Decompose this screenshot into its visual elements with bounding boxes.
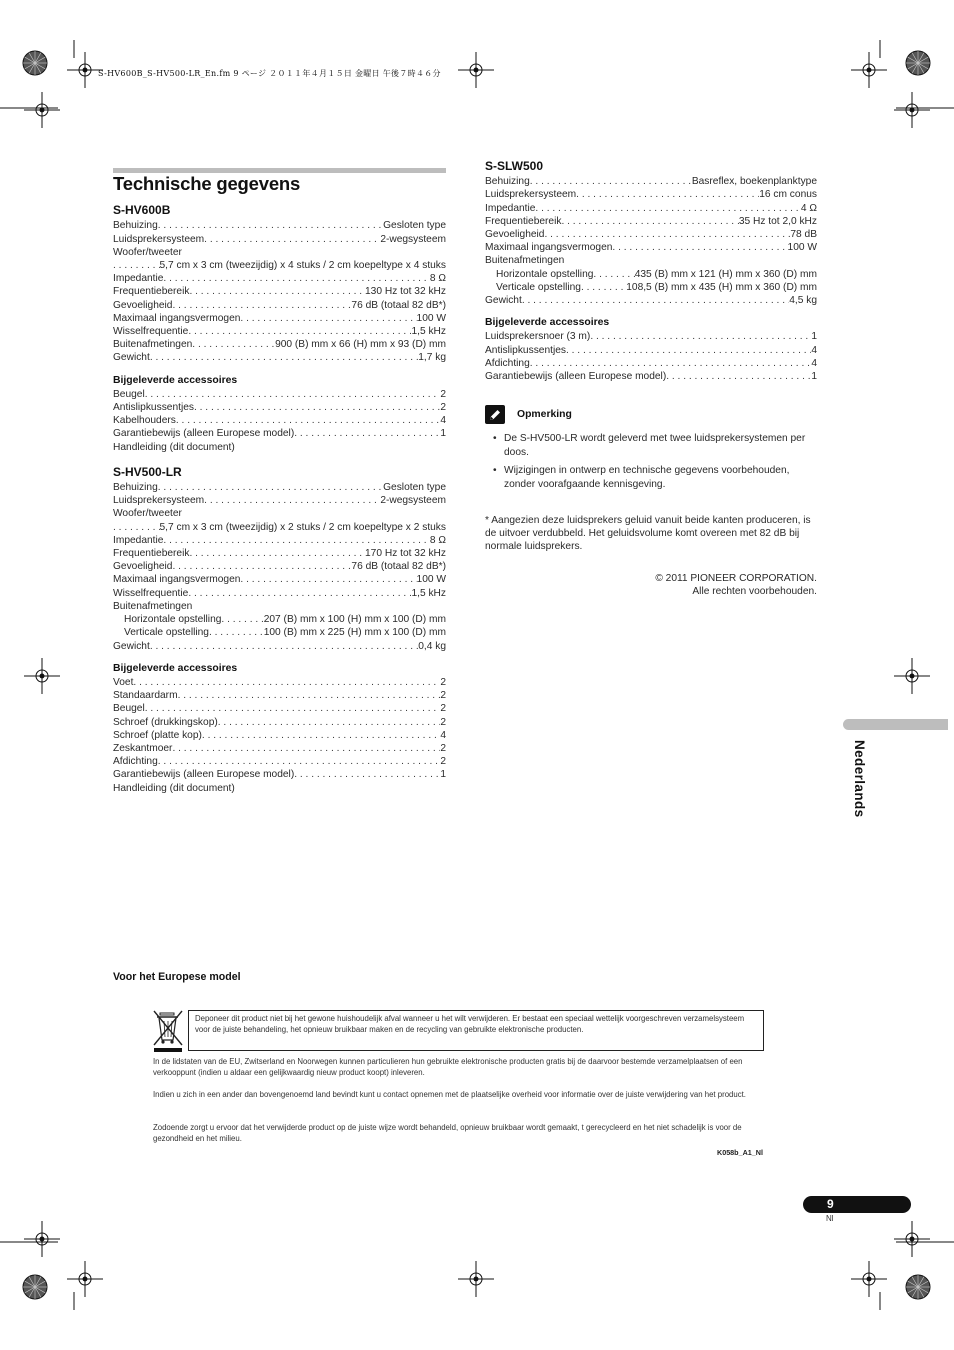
spec-value: 1: [811, 371, 817, 383]
document-code: K058b_A1_Nl: [717, 1148, 763, 1157]
spec-value: 2: [440, 388, 446, 400]
spec-row: [485, 344, 817, 357]
spec-label: Woofer/tweeter: [113, 508, 182, 520]
spec-row: [113, 676, 446, 689]
spec-value: 4: [440, 415, 446, 427]
spec-value: 2: [440, 742, 446, 754]
dot-leader: [593, 268, 634, 281]
spec-row: [113, 587, 446, 600]
language-label-text: Nederlands: [852, 740, 867, 818]
spec-row: [485, 330, 817, 343]
dot-leader: [163, 534, 429, 547]
spec-key: Zeskantmoer: [113, 742, 173, 754]
spec-section-s-hv600b: [113, 204, 446, 454]
spec-value: 5,7 cm x 3 cm (tweezijdig) x 2 stuks / 2 cm koepeltype x 2 stuks: [159, 521, 446, 533]
spec-key: Impedantie: [485, 202, 536, 214]
spec-value: 900 (B) mm x 66 (H) mm x 93 (D) mm: [275, 339, 446, 351]
spec-value: 207 (B) mm x 100 (H) mm x 100 (D) mm: [263, 614, 446, 626]
footnote: * Aangezien deze luidsprekers geluid vanuit beide kanten produceren, is de uitvoer verdubbeld. Het geluidsvolume komt overeen met 82 dB bij normale luidsprekers.: [485, 514, 811, 553]
spec-value: 435 (B) mm x 121 (H) mm x 360 (D) mm: [634, 268, 817, 280]
spec-value: 76 dB (totaal 82 dB*): [351, 299, 446, 311]
spec-key: Antislipkussentjes: [485, 344, 566, 356]
dot-leader: [204, 233, 380, 246]
accessories-list: [113, 676, 446, 795]
dot-leader: [544, 228, 790, 241]
dot-leader: [113, 259, 160, 272]
section-heading: S-HV600B: [113, 203, 171, 218]
dot-leader: [189, 285, 365, 298]
dot-leader: [204, 494, 380, 507]
spec-row: [113, 613, 446, 626]
spec-value: 100 W: [416, 312, 446, 324]
language-tab-bar: [843, 719, 948, 730]
spec-value: 130 Hz tot 32 kHz: [365, 286, 446, 298]
dot-leader: [218, 716, 441, 729]
spec-value: 170 Hz tot 32 kHz: [365, 548, 446, 560]
spec-key: Gevoeligheid: [113, 299, 173, 311]
spec-row: [113, 351, 446, 364]
spec-value: 100 W: [787, 242, 817, 254]
spec-row: [485, 188, 817, 201]
spec-key: Behuizing: [485, 176, 530, 188]
spec-row: [113, 626, 446, 639]
spec-row: [485, 215, 817, 228]
dot-leader: [530, 175, 692, 188]
spec-key: Horizontale opstelling: [124, 614, 222, 626]
spec-row: [113, 427, 446, 440]
dot-leader: [189, 547, 365, 560]
spec-key: Schroef (drukkingskop): [113, 716, 218, 728]
spec-key: Voet: [113, 676, 134, 688]
spec-row: [113, 494, 446, 507]
spec-key: Kabelhouders: [113, 415, 176, 427]
spec-key: Verticale opstelling: [496, 281, 581, 293]
page-title: Technische gegevens: [113, 173, 301, 194]
note-title: Opmerking: [517, 409, 572, 421]
spec-row: [485, 268, 817, 281]
dot-leader: [158, 219, 383, 232]
spec-row: [485, 228, 817, 241]
copyright-line: Alle rechten voorbehouden.: [692, 586, 817, 598]
spec-key: Maximaal ingangsvermogen: [113, 312, 241, 324]
page-language: Nl: [826, 1214, 834, 1223]
page-number: 9: [827, 1197, 834, 1211]
note-item: • De S-HV500-LR wordt geleverd met twee luidsprekersystemen per doos.: [495, 432, 817, 459]
dot-leader: [194, 401, 440, 414]
spec-value: 4,5 kg: [789, 295, 817, 307]
left-column: [113, 168, 446, 807]
dot-leader: [566, 344, 811, 357]
dot-leader: [294, 427, 440, 440]
spec-value: Basreflex, boekenplanktype: [691, 176, 817, 188]
dot-leader: [163, 272, 429, 285]
spec-row: [485, 294, 817, 307]
spec-key: Frequentiebereik: [113, 548, 190, 560]
eu-heading: Voor het Europese model: [113, 971, 241, 983]
spec-key: Luidsprekersysteem: [485, 189, 577, 201]
spec-section-s-slw500: [485, 160, 817, 383]
spec-key: Luidsprekersysteem: [113, 233, 205, 245]
spec-row: [113, 312, 446, 325]
spec-value: 5,7 cm x 3 cm (tweezijdig) x 4 stuks / 2 cm koepeltype x 4 stuks: [159, 260, 446, 272]
spec-value: 4: [440, 729, 446, 741]
dot-leader: [240, 312, 416, 325]
spec-row: [113, 534, 446, 547]
spec-row: [113, 338, 446, 351]
spec-row: [113, 716, 446, 729]
spec-value: 1,7 kg: [418, 352, 446, 364]
spec-row: [113, 414, 446, 427]
spec-key: Wisselfrequentie: [113, 326, 189, 338]
spec-key: Luidsprekersysteem: [113, 495, 205, 507]
spec-key: Gewicht: [485, 295, 522, 307]
spec-row: [113, 481, 446, 494]
spec-row: [113, 755, 446, 768]
spec-key: Gevoeligheid: [113, 561, 173, 573]
spec-row: [113, 521, 446, 534]
spec-row: [113, 233, 446, 246]
spec-value: 35 Hz tot 2,0 kHz: [738, 215, 817, 227]
spec-value: 2: [440, 690, 446, 702]
dot-leader: [188, 587, 411, 600]
spec-key: Maximaal ingangsvermogen: [485, 242, 613, 254]
spec-value: 0,4 kg: [418, 640, 446, 652]
spec-value: 1,5 kHz: [411, 587, 446, 599]
spec-key: Impedantie: [113, 534, 164, 546]
section-heading: S-SLW500: [485, 159, 544, 173]
dot-leader: [294, 768, 440, 781]
spec-row: [113, 742, 446, 755]
dot-leader: [176, 414, 440, 427]
spec-row: [113, 768, 446, 781]
spec-value: 8 Ω: [429, 273, 446, 285]
spec-value: 4: [811, 344, 817, 356]
eu-paragraph: Zodoende zorgt u ervoor dat het verwijderde product op de juiste wijze wordt behandeld, opnieuw bruikbaar wordt gemaakt, t gerecycleerd en het niet schadelijk is voor de gezondheid en het milieu.: [153, 1123, 742, 1143]
spec-key: Garantiebewijs (alleen Europese model): [113, 769, 295, 781]
dot-leader: [590, 330, 811, 343]
spec-key: Behuizing: [113, 220, 158, 232]
spec-row: [113, 640, 446, 653]
spec-key: Beugel: [113, 703, 145, 715]
spec-row: [485, 241, 817, 254]
dot-leader: [145, 702, 441, 715]
dot-leader: [192, 338, 275, 351]
dot-leader: [133, 676, 440, 689]
spec-row: [113, 272, 446, 285]
spec-label: Buitenafmetingen: [485, 255, 565, 267]
spec-key: Frequentiebereik: [113, 286, 190, 298]
spec-key: Schroef (platte kop): [113, 729, 202, 741]
dot-leader: [158, 481, 383, 494]
section-heading: S-HV500-LR: [113, 464, 182, 479]
spec-key: Impedantie: [113, 273, 164, 285]
spec-row: [113, 401, 446, 414]
spec-row: [113, 573, 446, 586]
accessories-list: [113, 388, 446, 454]
spec-value: 1: [440, 428, 446, 440]
spec-row: [113, 219, 446, 232]
dot-leader: [178, 689, 441, 702]
dot-leader: [150, 640, 418, 653]
dot-leader: [150, 351, 418, 364]
dot-leader: [581, 281, 626, 294]
spec-value: 78 dB: [790, 229, 817, 241]
dot-leader: [666, 370, 811, 383]
dot-leader: [113, 521, 160, 534]
spec-value: 1,5 kHz: [411, 326, 446, 338]
spec-key: Afdichting: [113, 756, 158, 768]
dot-leader: [522, 294, 789, 307]
spec-key: Antislipkussentjes: [113, 402, 194, 414]
spec-value: 1: [440, 769, 446, 781]
spec-value: 1: [811, 331, 817, 343]
spec-key: Gewicht: [113, 640, 150, 652]
dot-leader: [209, 626, 264, 639]
note-header: [485, 405, 817, 424]
spec-key: Afdichting: [485, 357, 530, 369]
spec-section-s-hv500-lr: [113, 466, 446, 795]
spec-value: 2: [440, 703, 446, 715]
spec-value: 16 cm conus: [759, 189, 817, 201]
spec-row: [113, 325, 446, 338]
note-item: • Wijzigingen in ontwerp en technische gegevens voorbehouden, zonder voorafgaande kennisgeving.: [495, 464, 817, 491]
spec-row: [485, 202, 817, 215]
spec-value: Gesloten type: [383, 482, 446, 494]
spec-label: Buitenafmetingen: [113, 600, 193, 612]
spec-row: [113, 729, 446, 742]
spec-value: Gesloten type: [383, 220, 446, 232]
language-tab-label: [842, 740, 868, 830]
spec-value: 2-wegsysteem: [380, 495, 446, 507]
dot-leader: [145, 388, 441, 401]
copyright: [485, 572, 817, 599]
dot-leader: [240, 573, 416, 586]
dot-leader: [612, 241, 787, 254]
spec-row: [113, 560, 446, 573]
spec-key: Gewicht: [113, 352, 150, 364]
pencil-note-icon: [485, 405, 505, 424]
crossed-bin-icon: [152, 1009, 184, 1053]
spec-key: Garantiebewijs (alleen Europese model): [485, 371, 667, 383]
spec-list: [113, 219, 446, 364]
spec-key: Luidsprekersnoer (3 m): [485, 331, 591, 343]
spec-row: [113, 299, 446, 312]
accessories-heading: Bijgeleverde accessoires: [113, 662, 238, 674]
dot-leader: [561, 215, 738, 228]
spec-key: Gevoeligheid: [485, 229, 545, 241]
spec-key: Buitenafmetingen: [113, 339, 193, 351]
spec-key: Frequentiebereik: [485, 215, 562, 227]
spec-row: [113, 689, 446, 702]
dot-leader: [576, 188, 759, 201]
copyright-line: © 2011 PIONEER CORPORATION.: [655, 572, 817, 584]
spec-value: 100 W: [416, 574, 446, 586]
spec-list: [113, 481, 446, 653]
spec-list: [485, 175, 817, 307]
accessories-list: [485, 330, 817, 383]
print-header: S-HV600B_S-HV500-LR_En.fm 9 ページ ２０１１年４月１５日 金曜日 午後７時４６分: [98, 69, 441, 78]
spec-value: 2: [440, 676, 446, 688]
spec-row: [113, 285, 446, 298]
spec-value: 2: [440, 756, 446, 768]
dot-leader: [535, 202, 800, 215]
spec-value: 76 dB (totaal 82 dB*): [351, 561, 446, 573]
spec-value: 108,5 (B) mm x 435 (H) mm x 360 (D) mm: [626, 281, 817, 293]
dot-leader: [158, 755, 441, 768]
page-number-pill: [803, 1196, 911, 1213]
accessories-heading: Bijgeleverde accessoires: [113, 374, 238, 386]
spec-row: [485, 175, 817, 188]
dot-leader: [530, 357, 812, 370]
spec-key: Horizontale opstelling: [496, 268, 594, 280]
note-list: [485, 432, 817, 491]
eu-paragraph: Indien u zich in een ander dan bovengenoemd land bevindt kunt u contact opnemen met de plaatselijke overheid voor informatie over de juiste verwijdering van het product.: [153, 1090, 746, 1099]
spec-row: [113, 259, 446, 272]
eu-paragraph: In de lidstaten van de EU, Zwitserland en Noorwegen kunnen particulieren hun gebruikte elektronische producten gratis bij de daarvoor bestemde verzamelplaatsen of een verkooppunt (indien u aldaar een gelijkwaardig nieuw product koopt) inleveren.: [153, 1057, 743, 1077]
dot-leader: [202, 729, 440, 742]
spec-row: [485, 281, 817, 294]
spec-row: [113, 388, 446, 401]
spec-value: 4: [811, 357, 817, 369]
spec-key: Maximaal ingangsvermogen: [113, 574, 241, 586]
dot-leader: [172, 299, 351, 312]
spec-key: Standaardarm: [113, 690, 178, 702]
accessories-heading: Bijgeleverde accessoires: [485, 317, 610, 329]
spec-value: 4 Ω: [800, 202, 817, 214]
dot-leader: [188, 325, 411, 338]
spec-row: [113, 547, 446, 560]
spec-key: Behuizing: [113, 482, 158, 494]
spec-row: [485, 357, 817, 370]
dot-leader: [172, 560, 351, 573]
right-column: [485, 160, 817, 599]
spec-row: [485, 370, 817, 383]
disposal-notice-box: Deponeer dit product niet bij het gewone huishoudelijk afval wanneer u het wilt verwijderen. Er bestaat een speciaal wettelijk voorgeschreven verzamelsysteem voor de juiste behandeling, het opnieuw bruikbaar maken en de recycling van gebruikte elektronische producten.: [188, 1010, 764, 1051]
spec-value: 2: [440, 402, 446, 414]
spec-label: Handleiding (dit document): [113, 441, 235, 453]
spec-value: 2: [440, 716, 446, 728]
dot-leader: [172, 742, 440, 755]
spec-label: Handleiding (dit document): [113, 782, 235, 794]
dot-leader: [221, 613, 263, 626]
spec-key: Verticale opstelling: [124, 627, 209, 639]
spec-key: Wisselfrequentie: [113, 587, 189, 599]
spec-row: [113, 702, 446, 715]
spec-key: Beugel: [113, 388, 145, 400]
spec-value: 2-wegsysteem: [380, 233, 446, 245]
spec-value: 100 (B) mm x 225 (H) mm x 100 (D) mm: [263, 627, 446, 639]
spec-value: 8 Ω: [429, 534, 446, 546]
spec-key: Garantiebewijs (alleen Europese model): [113, 428, 295, 440]
spec-label: Woofer/tweeter: [113, 246, 182, 258]
